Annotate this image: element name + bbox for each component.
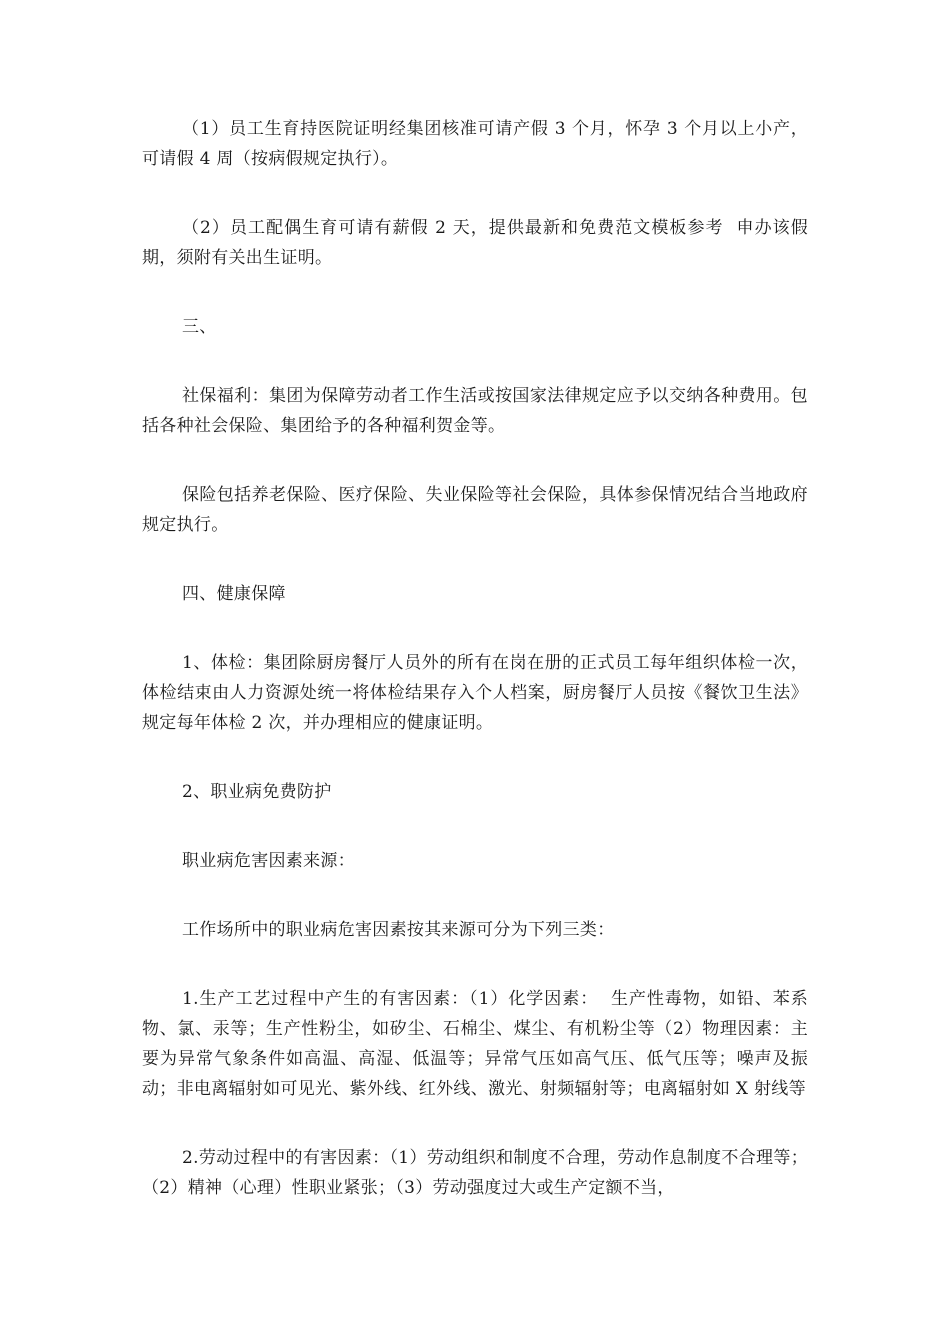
paragraph-process-hazards: 1.生产工艺过程中产生的有害因素：（1）化学因素： 生产性毒物，如铅、苯系物、氯、汞等；生产性粉尘，如矽尘、石棉尘、煤尘、有机粉尘等（2）物理因素：主要为异常气象条件如高温、高湿、低温等；异常气压如高气压、低气压等；噪声及振动；非电离辐射如可见光、紫外线、红外线、激光、射频辐射等；电离辐射如 X 射线等 <box>142 989 808 1099</box>
section-heading-health: 四、健康保障 <box>182 584 286 604</box>
paragraph-hazard-sources-heading: 职业病危害因素来源： <box>182 851 355 871</box>
paragraph-insurance: 保险包括养老保险、医疗保险、失业保险等社会保险，具体参保情况结合当地政府规定执行。 <box>142 485 808 535</box>
paragraph-social-welfare: 社保福利：集团为保障劳动者工作生活或按国家法律规定应予以交纳各种费用。包括各种社会保险、集团给予的各种福利贺金等。 <box>142 386 808 436</box>
paragraph-occupational-protection: 2、职业病免费防护 <box>182 782 332 802</box>
paragraph-maternity-leave: （1）员工生育持医院证明经集团核准可请产假 3 个月，怀孕 3 个月以上小产，可请假 4 周（按病假规定执行）。 <box>142 119 808 169</box>
paragraph-labor-hazards: 2.劳动过程中的有害因素：（1）劳动组织和制度不合理，劳动作息制度不合理等； （2）精神（心理）性职业紧张；（3）劳动强度过大或生产定额不当， <box>142 1148 843 1198</box>
section-heading-three: 三、 <box>182 317 217 337</box>
document-body <box>142 114 843 1242</box>
paragraph-hazard-categories: 工作场所中的职业病危害因素按其来源可分为下列三类： <box>182 920 615 940</box>
paragraph-physical-exam: 1、体检：集团除厨房餐厅人员外的所有在岗在册的正式员工每年组织体检一次，体检结束由人力资源处统一将体检结果存入个人档案，厨房餐厅人员按《餐饮卫生法》规定每年体检 2 次，并办理相应的健康证明。 <box>142 653 808 733</box>
paragraph-paternity-leave: （2）员工配偶生育可请有薪假 2 天，提供最新和免费范文模板参考 申办该假期，须附有关出生证明。 <box>142 218 808 268</box>
